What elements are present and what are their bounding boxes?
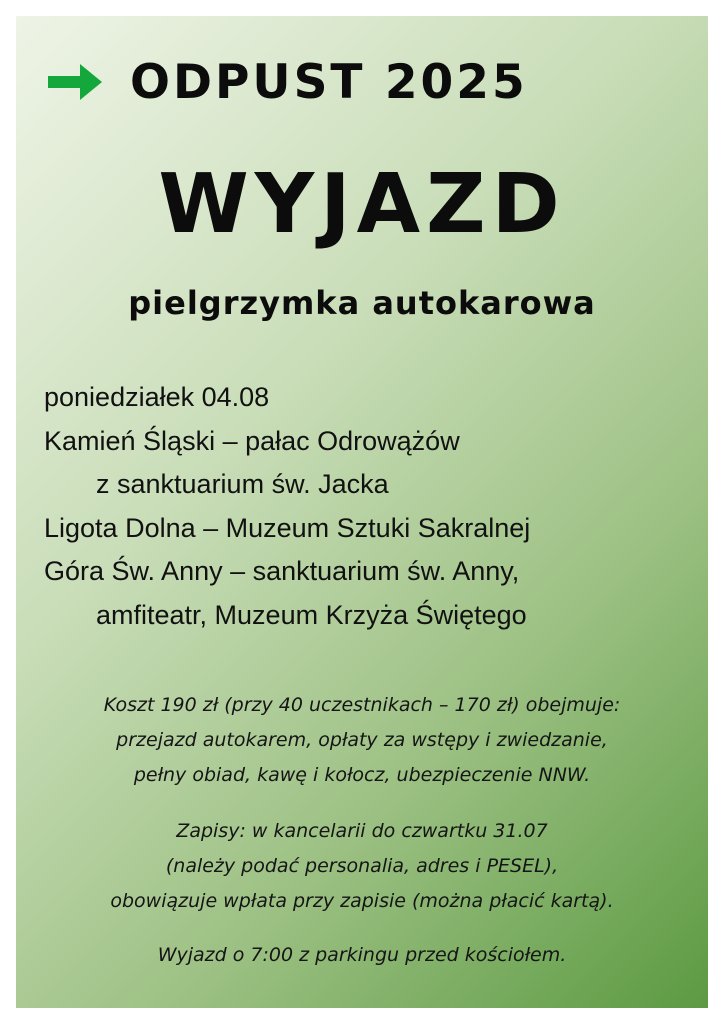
header-row [48, 52, 528, 112]
itinerary-stop-continued: amfiteatr, Muzeum Krzyża Świętego [96, 599, 527, 630]
itinerary-stop: Ligota Dolna – Muzeum Sztuki Sakralnej [44, 512, 531, 543]
signup-line: Zapisy: w kancelarii do czwartku 31.07 [176, 820, 548, 842]
departure-info [16, 938, 708, 973]
signup-line: obowiązuje wpłata przy zapisie (można płacić kartą). [110, 890, 614, 912]
cost-line: Koszt 190 zł (przy 40 uczestnikach – 170 zł) obejmuje: [103, 694, 621, 716]
itinerary-stop: Góra Św. Anny – sanktuarium św. Anny, [44, 556, 520, 586]
signup-info [16, 814, 708, 919]
main-title: WYJAZD [158, 157, 566, 252]
poster [16, 16, 708, 1008]
cost-info [16, 688, 708, 793]
cost-line: pełny obiad, kawę i kołocz, ubezpieczenie NNW. [133, 764, 591, 786]
itinerary-stop-continued: z sanktuarium św. Jacka [96, 469, 389, 499]
cost-line: przejazd autokarem, opłaty za wstępy i zwiedzanie, [116, 729, 608, 751]
right-arrow-icon [48, 62, 104, 102]
subtitle: pielgrzymka autokarowa [128, 284, 596, 322]
event-title: ODPUST 2025 [130, 54, 528, 110]
trip-date: poniedziałek 04.08 [44, 382, 270, 412]
signup-line: (należy podać personalia, adres i PESEL), [165, 855, 559, 877]
departure-line: Wyjazd o 7:00 z parkingu przed kościołem. [157, 944, 567, 966]
itinerary [44, 376, 694, 637]
itinerary-stop: Kamień Śląski – pałac Odrowążów [44, 425, 460, 456]
